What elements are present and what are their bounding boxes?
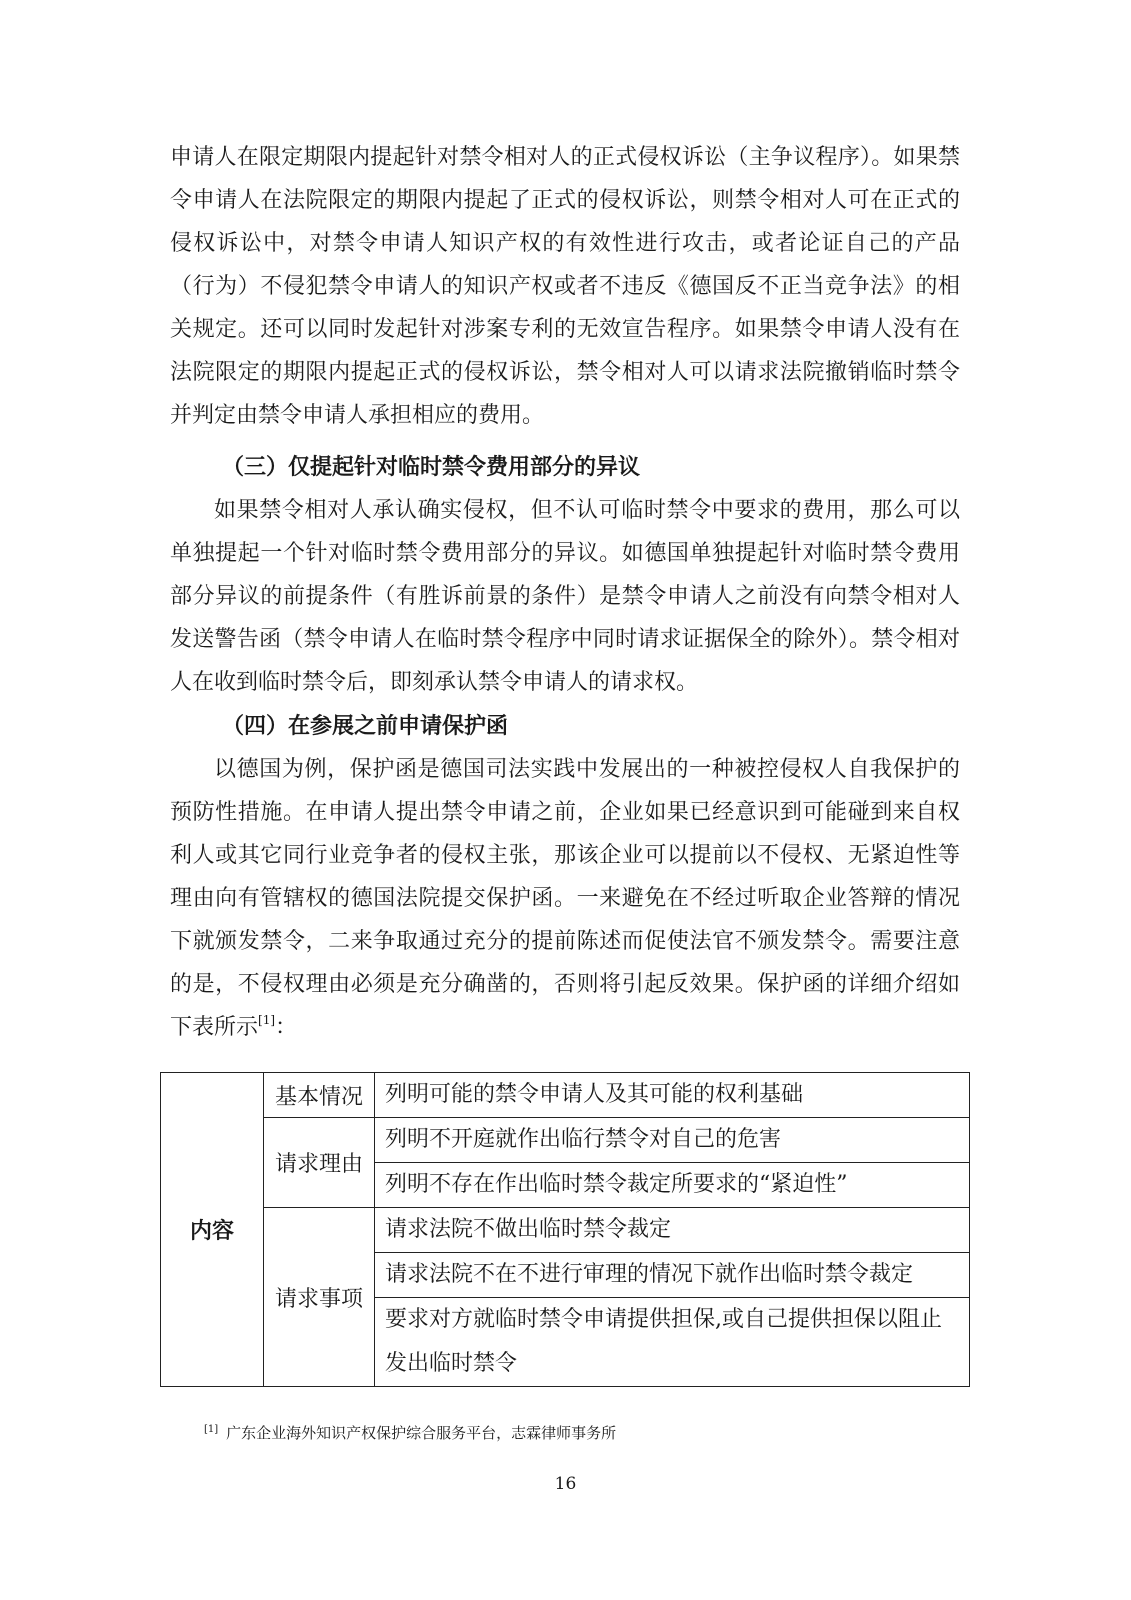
table-request-label: 请求事项 <box>264 1208 375 1387</box>
paragraph-3-end: ： <box>275 1015 298 1040</box>
paragraph-3-text: 以德国为例，保护函是德国司法实践中发展出的一种被控侵权人自我保护的预防性措施。在申请人提出禁令申请之前，企业如果已经意识到可能碰到来自权利人或其它同行业竞争者的侵权主张，那该企业可以提前以不侵权、无紧迫性等理由向有管辖权的德国法院提交保护函。一来避免在不经过听取企业答辩的情况下就颁发禁令，二来争取通过充分的提前陈述而促使法官不颁发禁令。需要注意的是，不侵权理由必须是充分确凿的，否则将引起反效果。保护函的详细介绍如下表所示 <box>170 757 960 1040</box>
table-request-item: 请求法院不做出临时禁令裁定 <box>375 1208 970 1253</box>
footnote <box>204 1418 616 1445</box>
table-row <box>161 1073 970 1118</box>
table-request-item: 请求法院不在不进行审理的情况下就作出临时禁令裁定 <box>375 1253 970 1298</box>
footnote-reference[interactable]: [1] <box>258 1013 276 1027</box>
paragraph-1: 申请人在限定期限内提起针对禁令相对人的正式侵权诉讼（主争议程序）。如果禁令申请人在法院限定的期限内提起了正式的侵权诉讼，则禁令相对人可在正式的侵权诉讼中，对禁令申请人知识产权的有效性进行攻击，或者论证自己的产品（行为）不侵犯禁令申请人的知识产权或者不违反《德国反不正当竞争法》的相关规定。还可以同时发起针对涉案专利的无效宣告程序。如果禁令申请人没有在法院限定的期限内提起正式的侵权诉讼，禁令相对人可以请求法院撤销临时禁令并判定由禁令申请人承担相应的费用。 <box>170 145 960 428</box>
page-number: 16 <box>554 1474 577 1494</box>
table-reason-item: 列明不存在作出临时禁令裁定所要求的“紧迫性” <box>375 1163 970 1208</box>
footnote-text: 广东企业海外知识产权保护综合服务平台，志霖律师事务所 <box>226 1424 617 1442</box>
table-basic-label: 基本情况 <box>264 1073 375 1118</box>
table-reason-item: 列明不开庭就作出临行禁令对自己的危害 <box>375 1118 970 1163</box>
table-row <box>161 1208 970 1253</box>
footnote-mark: [1] <box>204 1424 219 1435</box>
protective-letter-table <box>160 1072 970 1387</box>
table-row <box>161 1118 970 1163</box>
paragraph-2: 如果禁令相对人承认确实侵权，但不认可临时禁令中要求的费用，那么可以单独提起一个针对临时禁令费用部分的异议。如德国单独提起针对临时禁令费用部分异议的前提条件（有胜诉前景的条件）是禁令申请人之前没有向禁令相对人发送警告函（禁令申请人在临时禁令程序中同时请求证据保全的除外）。禁令相对人在收到临时禁令后，即刻承认禁令申请人的请求权。 <box>170 498 960 695</box>
table-request-item: 要求对方就临时禁令申请提供担保,或自己提供担保以阻止发出临时禁令 <box>375 1298 970 1387</box>
section-heading-4: （四）在参展之前申请保护函 <box>222 713 509 739</box>
table-main-label: 内容 <box>161 1073 264 1387</box>
paragraph-3 <box>170 748 960 1049</box>
section-heading-3: （三）仅提起针对临时禁令费用部分的异议 <box>222 454 641 480</box>
table-reason-label: 请求理由 <box>264 1118 375 1208</box>
table-basic-item: 列明可能的禁令申请人及其可能的权利基础 <box>375 1073 970 1118</box>
